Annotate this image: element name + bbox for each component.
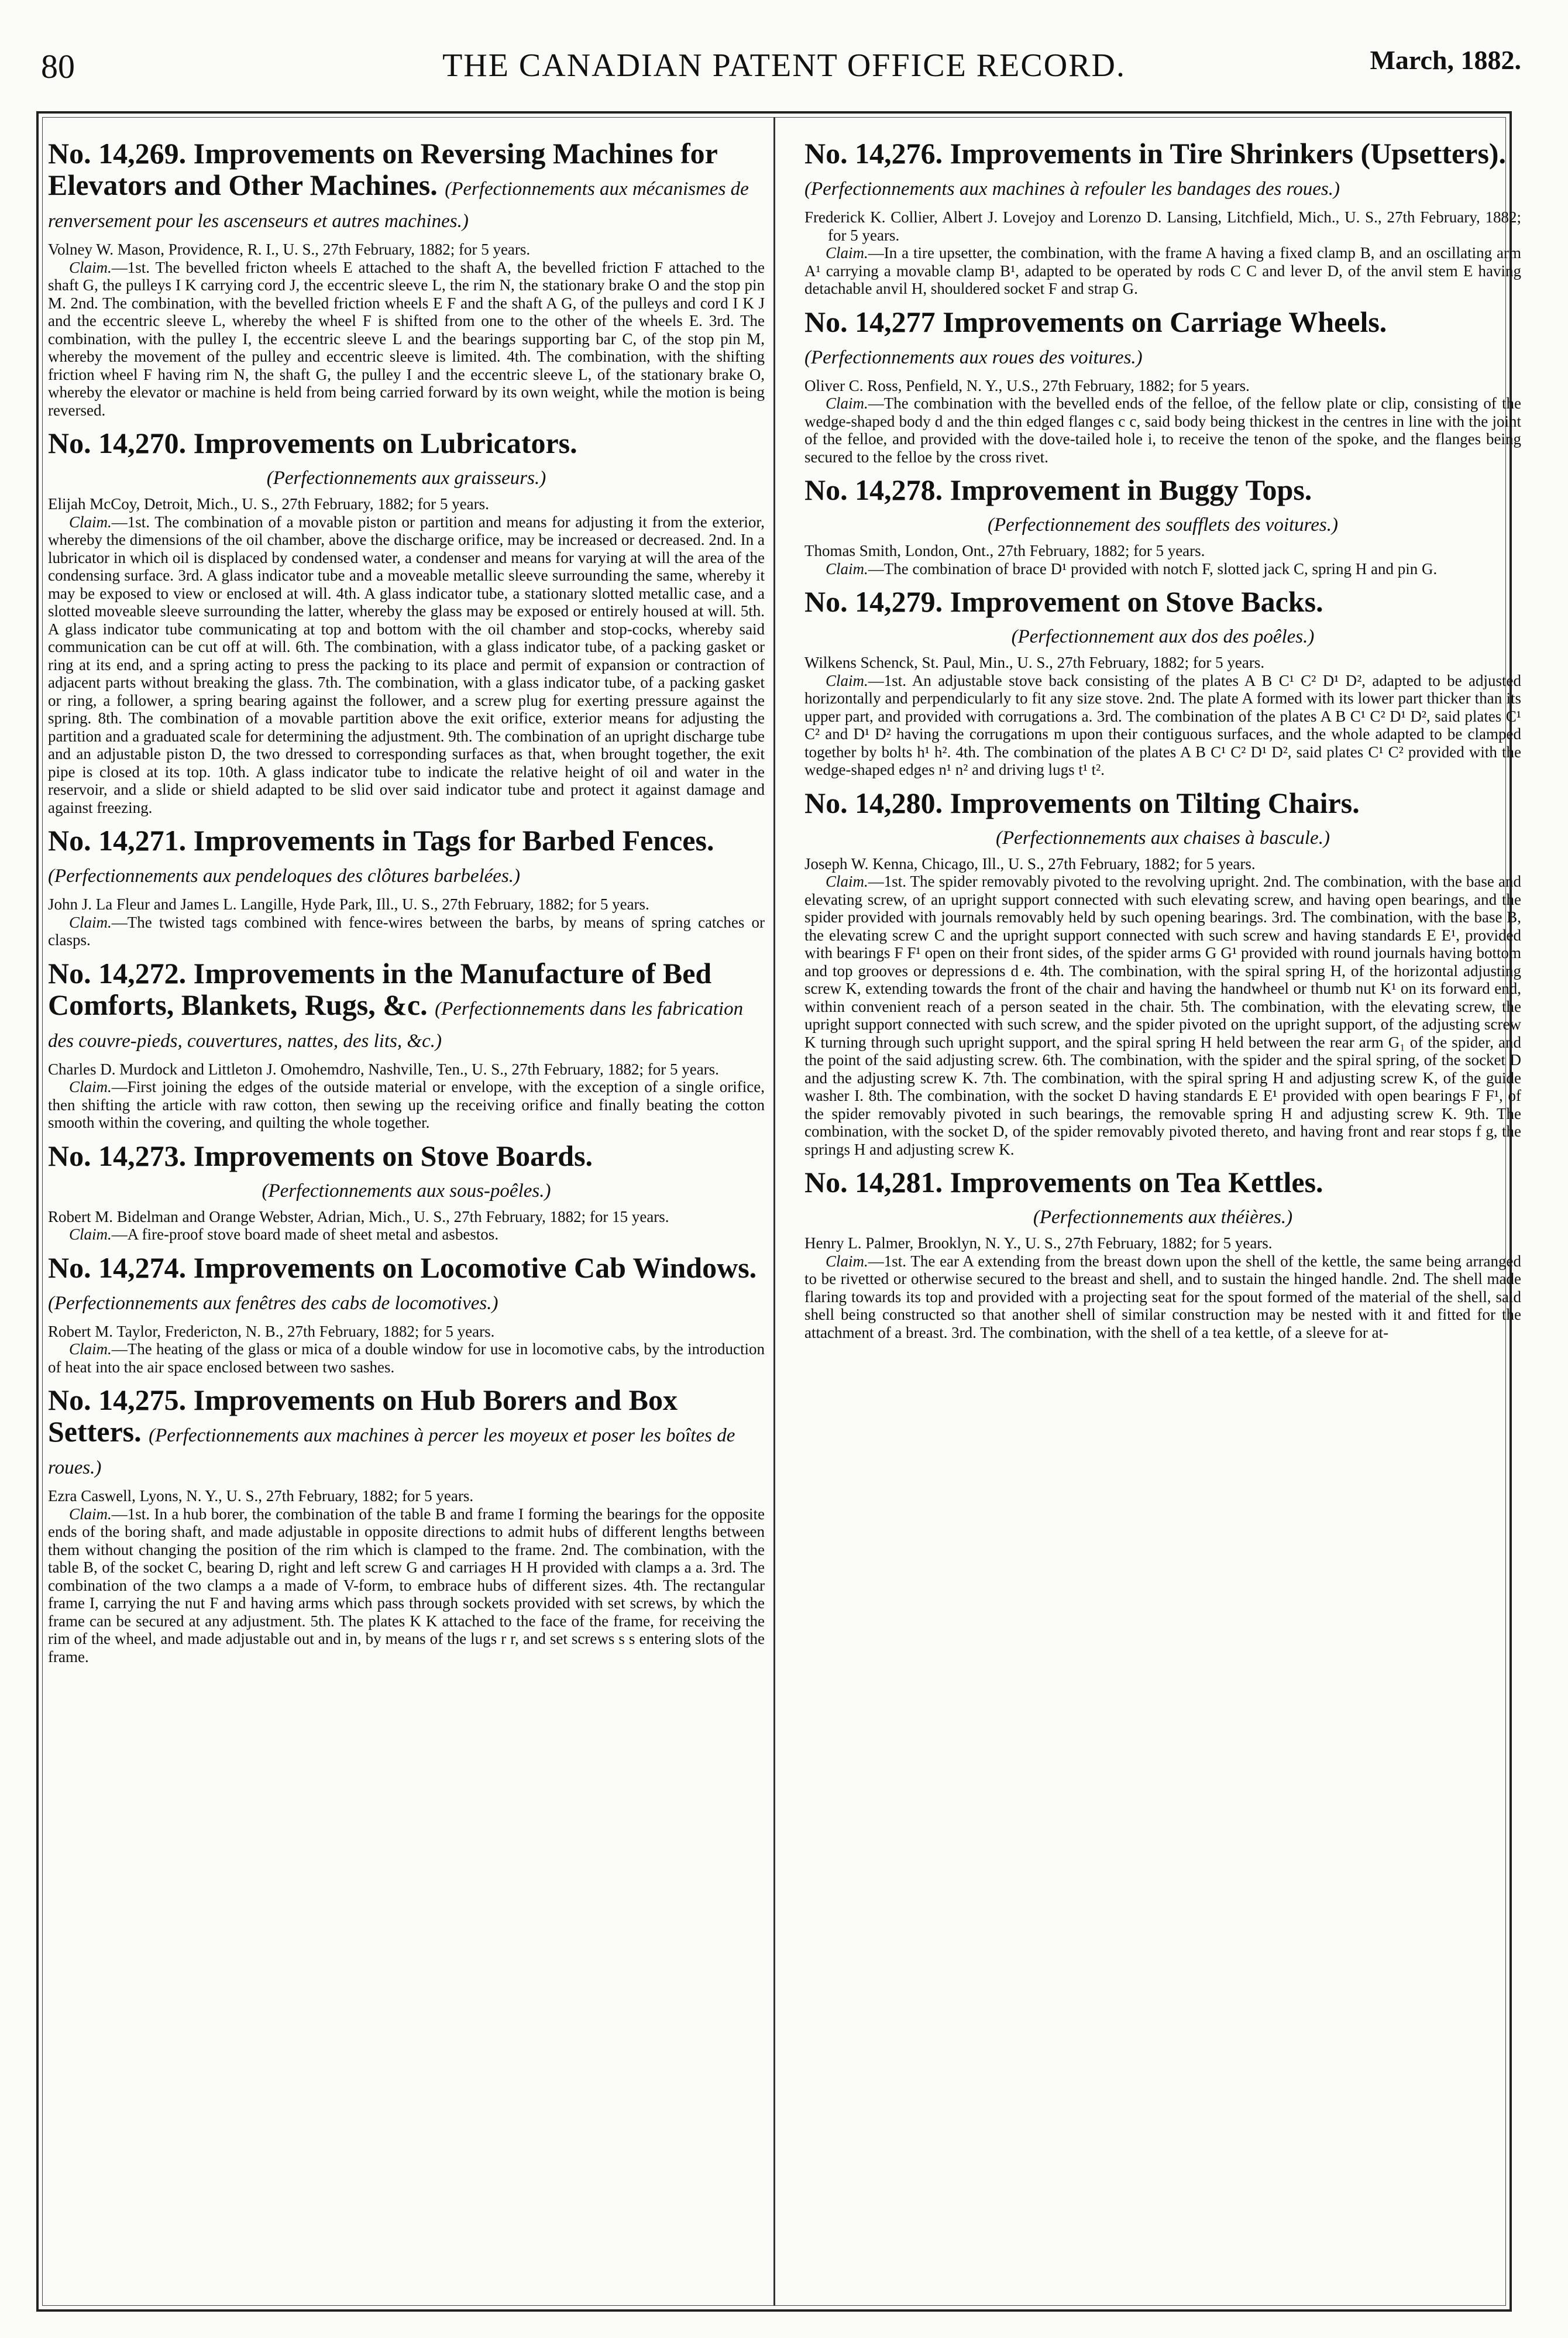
claim-label: Claim. (69, 1078, 112, 1096)
french-title: (Perfectionnements aux pendeloques des clôtures barbelées.) (48, 866, 521, 887)
claim-label: Claim. (69, 1505, 112, 1523)
patent-number: No. 14,277 (804, 305, 936, 338)
page-number: 80 (41, 47, 75, 85)
claim-body: —The heating of the glass or mica of a double window for use in locomotive cabs, by the introduction of heat into the air space enclosed between two sashes. (48, 1340, 765, 1376)
patent-title: Improvements on Locomotive Cab Windows. (193, 1251, 757, 1284)
claim-text (48, 914, 765, 949)
claim-body: —1st. An adjustable stove back consisting of the plates A B C¹ C² D¹ D², adapted to be adjusted horizontally and perpendicularly to fit any size stove. 2nd. The plate A formed with its lower part thicker than its upper part, and provided with corrugations a. 3rd. The combination of the plates A B C¹ C² D¹ D², said plates C¹ C² and D¹ D² having the corrugations m upon their contiguous surfaces, and the whole adapted to be clamped together by bolts h¹ h². 4th. The combination of the plates A B C¹ C² D¹ D², said plates C¹ C² provided with the wedge-shaped edges n¹ n² and driving lugs t¹ t². (804, 671, 1521, 778)
patent-title: Improvements in Tags for Barbed Fences. (193, 824, 714, 857)
claim-text (804, 244, 1521, 298)
claim-label: Claim. (826, 1252, 868, 1270)
claim-label: Claim. (69, 513, 112, 531)
patent-title: Improvements on Stove Boards. (193, 1139, 593, 1172)
patent-number: No. 14,275. (48, 1383, 187, 1416)
claim-body: —1st. The bevelled fricton wheels E attached to the shaft A, the bevelled friction F attached to the shaft G, the pulleys I K carrying cord J, the eccentric sleeve L, the rim N, the stationary brake O and the stop pin M. 2nd. The combination, with the bevelled friction wheels E F and the shaft A G, of the pulleys and cord I K J and the eccentric sleeve L, whereby the wheel F is shifted from one to the other of the wheels E. 3rd. The combination, with the pulley I, the eccentric sleeve L and the bearings supporting bar C, of the stop pin M, whereby the movement of the pulley and eccentric sleeve is limited. 4th. The combination, with the shifting friction wheel F having rim N, the shaft G, the pulley I and the eccentric sleeve L, of the stationary brake O, whereby the elevator or machine is held from being carried forward by its own weight, while the motion is being reversed. (48, 258, 765, 419)
claim-body: —1st. The combination of a movable piston or partition and means for adjusting it from the exterior, whereby the dimensions of the oil chamber, above the discharge orifice, may be increased or decreased. 2nd. In a lubricator in which oil is displaced by condensed water, a condenser and means for varying at will the area of the condensing surface. 3rd. A glass indicator tube and a moveable metallic sleeve surrounding the same, whereby it may be exposed to view or enclosed at will. 4th. A glass indicator tube, a stationary slotted metallic case, and a slotted moveable sleeve surrounding the latter, whereby the glass may be exposed or entirely housed at will. 5th. A glass indicator tube communicating at top and bottom with the oil chamber and stop-cocks, whereby said communication can be cut off at will. 6th. The combination, with a glass indicator tube, of a packing gasket or ring at its end, and a spring acting to press the packing to its place and permit of expansion or contraction of adjacent parts without breaking the glass. 7th. The combination, with a glass indicator tube, of a packing gasket or ring, a follower, a spring bearing against the follower, and a screw plug for exerting pressure against the spring. 8th. The combination of a movable partition above the exit orifice, exterior means for adjusting the partition and a graduated scale for determining the adjustment. 9th. The combination of an upright discharge tube and an adjustable piston D, the two dressed to corresponding surfaces as that, when brought together, the exit pipe is closed at its top. 10th. A glass indicator tube to indicate the relative height of oil and water in the reservoir, and a slide or shield adapted to be slid over said indicator tube and protect it against damage and against freezing. (48, 513, 765, 816)
patent-number: No. 14,278. (804, 473, 943, 506)
patent-title: Improvement in Buggy Tops. (950, 473, 1312, 506)
right-column (804, 132, 1521, 2291)
patent-number: No. 14,273. (48, 1139, 187, 1172)
patent-number: No. 14,270. (48, 427, 187, 459)
patent-title: Improvements in the Manufacture of Bed Comforts, Blankets, Rugs, &c. (48, 956, 712, 1021)
french-title: (Perfectionnements aux machines à refouler les bandages des roues.) (804, 178, 1340, 200)
inventor-line: Ezra Caswell, Lyons, N. Y., U. S., 27th February, 1882; for 5 years. (48, 1487, 474, 1505)
patent-entry-14275 (48, 1384, 765, 1666)
patent-entry-14277 (804, 306, 1521, 466)
inventor-line: Robert M. Bidelman and Orange Webster, Adrian, Mich., U. S., 27th February, 1882; for 15 years. (48, 1207, 669, 1225)
claim-body: —1st. The spider removably pivoted to the revolving upright. 2nd. The combination, with the base and elevating screw, of an upright support connected with such elevating screw, and having open bearings, and the spider provided with journals removably held by such opening bearings. 3rd. The combination, with the base B, the elevating screw C and the upright support connected with such screw and having standards E E¹, provided with bearings F F¹ open on their front sides, of the spider arms G G¹ provided with round journals having bottom and top grooves or depressions d e. 4th. The combination, with the spiral spring H, of the horizontal adjusting screw K, extending towards the front of the chair and having the handwheel or thumb nut K¹ on its forward end, within convenient reach of a person seated in the chair. 5th. The combination, with the elevating screw, the upright support connected with such screw, and the spider pivoted on the upright support, of the adjusting screw K turning through such upright support, and the spiral spring H held between the rear arm G₁ of the spider, and the point of the said adjusting screw. 6th. The combination, with the spider and the spiral spring, of the socket D and the adjusting screw K. 7th. The combination, with the spiral spring H and adjusting screw K, of the guide washer I. 8th. The combination, with the socket D having standards E E¹ provided with open bearings F F¹, of the spider removably pivoted in such bearings, the removable spring H and adjusting screw K. 9th. The combination, with the socket D, of the spider removably pivoted thereto, and having front and rear stops f g, the springs H and adjusting screw K. (804, 873, 1521, 1158)
patent-number: No. 14,276. (804, 137, 943, 170)
inventor-line: Volney W. Mason, Providence, R. I., U. S., 27th February, 1882; for 5 years. (48, 241, 531, 258)
inventor-line: Joseph W. Kenna, Chicago, Ill., U. S., 27th February, 1882; for 5 years. (804, 854, 1256, 873)
claim-body: —A fire-proof stove board made of sheet metal and asbestos. (111, 1225, 499, 1243)
issue-date: March, 1882. (1370, 45, 1521, 75)
patent-title: Improvements on Tea Kettles. (950, 1166, 1323, 1199)
inventor-line: Frederick K. Collier, Albert J. Lovejoy and Lorenzo D. Lansing, Litchfield, Mich., U. S., 27th February, 1882; for 5 years. (804, 208, 1521, 244)
claim-text (804, 1252, 1521, 1342)
patent-title: Improvements on Hub Borers and Box Setters. (48, 1383, 678, 1448)
claim-text (48, 513, 765, 817)
entry-heading (48, 825, 765, 888)
french-title: (Perfectionnements aux chaises à bascule.) (996, 827, 1330, 849)
patent-number: No. 14,271. (48, 824, 187, 857)
claim-label: Claim. (69, 1340, 112, 1358)
french-title: (Perfectionnements aux graisseurs.) (266, 468, 546, 489)
patent-entry-14279 (804, 586, 1521, 779)
claim-label: Claim. (69, 1225, 112, 1243)
entry-heading (804, 586, 1521, 617)
entry-heading (804, 474, 1521, 506)
claim-body: —The combination with the bevelled ends of the felloe, of the fellow plate or clip, consisting of the wedge-shaped body d and the thin edged flanges c c, said body being thickest in the centres in line with the joint of the felloe, and provided with the dove-tailed hole i, to receive the tenon of the spoke, and the flanges being secured to the felloe by the cross rivet. (804, 394, 1521, 466)
inventor-line: Charles D. Murdock and Littleton J. Omohemdro, Nashville, Ten., U. S., 27th February, 1882; for 5 years. (48, 1060, 719, 1078)
claim-body: —The twisted tags combined with fence-wires between the barbs, by means of spring catches or clasps. (48, 913, 765, 949)
patent-title: Improvements on Lubricators. (193, 427, 577, 459)
patent-entry-14273 (48, 1140, 765, 1244)
patent-entry-14274 (48, 1252, 765, 1376)
page-header (41, 36, 1527, 107)
french-title: (Perfectionnement aux dos des poêles.) (1011, 626, 1315, 647)
claim-label: Claim. (826, 394, 868, 412)
entry-heading (48, 957, 765, 1053)
claim-label: Claim. (826, 873, 868, 890)
patent-entry-14269 (48, 138, 765, 419)
claim-text (804, 672, 1521, 779)
patent-number: No. 14,281. (804, 1166, 943, 1199)
french-title: (Perfectionnements aux sous-poêles.) (262, 1180, 551, 1201)
inventor-line: Henry L. Palmer, Brooklyn, N. Y., U. S., 27th February, 1882; for 5 years. (804, 1234, 1273, 1252)
entry-heading (48, 138, 765, 234)
patent-entry-14270 (48, 427, 765, 816)
patent-entry-14276 (804, 138, 1521, 298)
column-rule (773, 117, 775, 2306)
running-title: THE CANADIAN PATENT OFFICE RECORD. (442, 47, 1126, 84)
claim-body: —First joining the edges of the outside material or envelope, with the exception of a single orifice, then shifting the article with raw cotton, then sewing up the receiving orifice and finally beating the cotton smooth within the covering, and quilting the whole together. (48, 1078, 765, 1131)
claim-label: Claim. (826, 559, 868, 578)
claim-text (48, 1225, 765, 1244)
patent-number: No. 14,272. (48, 956, 187, 990)
patent-entry-14278 (804, 474, 1521, 578)
entry-heading (804, 306, 1521, 370)
entry-heading (48, 1252, 765, 1316)
claim-label: Claim. (69, 258, 112, 276)
claim-text (48, 1340, 765, 1376)
claim-text (48, 259, 765, 420)
patent-number: No. 14,280. (804, 786, 943, 819)
claim-body: —The combination of brace D¹ provided with notch F, slotted jack C, spring H and pin G. (868, 559, 1438, 578)
claim-label: Claim. (826, 244, 868, 262)
entry-heading (804, 138, 1521, 201)
claim-text (804, 560, 1521, 578)
claim-text (804, 873, 1521, 1158)
claim-label: Claim. (69, 913, 112, 931)
claim-text (48, 1078, 765, 1132)
claim-label: Claim. (826, 671, 868, 689)
entry-heading (48, 1140, 765, 1172)
french-title: (Perfectionnements aux fenêtres des cabs de locomotives.) (48, 1292, 498, 1314)
patent-title: Improvements on Carriage Wheels. (943, 305, 1387, 338)
patent-entry-14272 (48, 957, 765, 1132)
claim-body: —1st. In a hub borer, the combination of the table B and frame I forming the bearings for the opposite ends of the boring shaft, and made adjustable in opposite directions to admit hubs of different lengths between them without changing the position of the rim which is clamped to the frame. 2nd. The combination, with the table B, of the socket C, bearing D, right and left screw G and carriages H H provided with clamps a a. 3rd. The combination of the two clamps a a made of V-form, to embrace hubs of different sizes. 4th. The rectangular frame I, carrying the nut F and having arms which pass through sockets provided with set screws, by which the frame can be secured at any adjustment. 5th. The plates K K attached to the face of the frame, for receiving the rim of the wheel, and made adjustable out and in, by means of the lugs r r, and set screws s s entering slots of the frame. (48, 1505, 765, 1666)
patent-number: No. 14,269. (48, 137, 187, 170)
french-title: (Perfectionnement des soufflets des voitures.) (987, 514, 1339, 535)
french-title: (Perfectionnements aux machines à percer les moyeux et poser les boîtes de roues.) (48, 1425, 735, 1478)
claim-body: —1st. The ear A extending from the breast down upon the shell of the kettle, the same being arranged to be rivetted or otherwise secured to the breast and shell, and to sustain the hinged handle. 2nd. The shell made flaring towards its top and provided with a projecting seat for the spout formed of the material of the shell, said shell being constructed so that another shell of similar construction may be nested with it and fitted for the attachment of a breast. 3rd. The combination, with the shell of a tea kettle, of a sleeve for at- (804, 1252, 1521, 1341)
left-column (48, 132, 765, 2291)
french-title: (Perfectionnements aux théières.) (1033, 1207, 1293, 1228)
patent-title: Improvements on Reversing Machines for Elevators and Other Machines. (48, 137, 717, 201)
french-title: (Perfectionnements aux roues des voitures.) (804, 346, 1143, 368)
claim-text (804, 394, 1521, 466)
patent-title: Improvements on Tilting Chairs. (950, 786, 1360, 819)
claim-text (48, 1505, 765, 1666)
patent-number: No. 14,279. (804, 585, 943, 618)
entry-heading (804, 1166, 1521, 1198)
patent-title: Improvements in Tire Shrinkers (Upsetters). (950, 137, 1507, 170)
entry-heading (804, 787, 1521, 819)
patent-entry-14280 (804, 787, 1521, 1159)
patent-number: No. 14,274. (48, 1251, 187, 1284)
inventor-line: Elijah McCoy, Detroit, Mich., U. S., 27th February, 1882; for 5 years. (48, 495, 489, 513)
inventor-line: Robert M. Taylor, Fredericton, N. B., 27th February, 1882; for 5 years. (48, 1322, 495, 1340)
inventor-line: Thomas Smith, London, Ont., 27th February, 1882; for 5 years. (804, 542, 1205, 559)
entry-heading (48, 1384, 765, 1480)
entry-heading (48, 427, 765, 459)
patent-title: Improvement on Stove Backs. (950, 585, 1323, 618)
french-title: (Perfectionnements dans les fabrication des couvre-pieds, couvertures, nattes, des lits, &c.) (48, 998, 744, 1052)
inventor-line: Wilkens Schenck, St. Paul, Min., U. S., 27th February, 1882; for 5 years. (804, 654, 1265, 671)
patent-entry-14271 (48, 825, 765, 949)
patent-entry-14281 (804, 1166, 1521, 1341)
inventor-line: Oliver C. Ross, Penfield, N. Y., U.S., 27th February, 1882; for 5 years. (804, 376, 1250, 394)
claim-body: —In a tire upsetter, the combination, with the frame A having a fixed clamp B, and an oscillating arm A¹ carrying a movable clamp B¹, adapted to be operated by rods C C and lever D, of the anvil stem E having detachable anvil H, shouldered socket F and strap G. (804, 244, 1521, 297)
french-title: (Perfectionnements aux mécanismes de renversement pour les ascenseurs et autres machines.) (48, 178, 749, 232)
inventor-line: John J. La Fleur and James L. Langille, Hyde Park, Ill., U. S., 27th February, 1882; for 5 years. (48, 895, 649, 913)
